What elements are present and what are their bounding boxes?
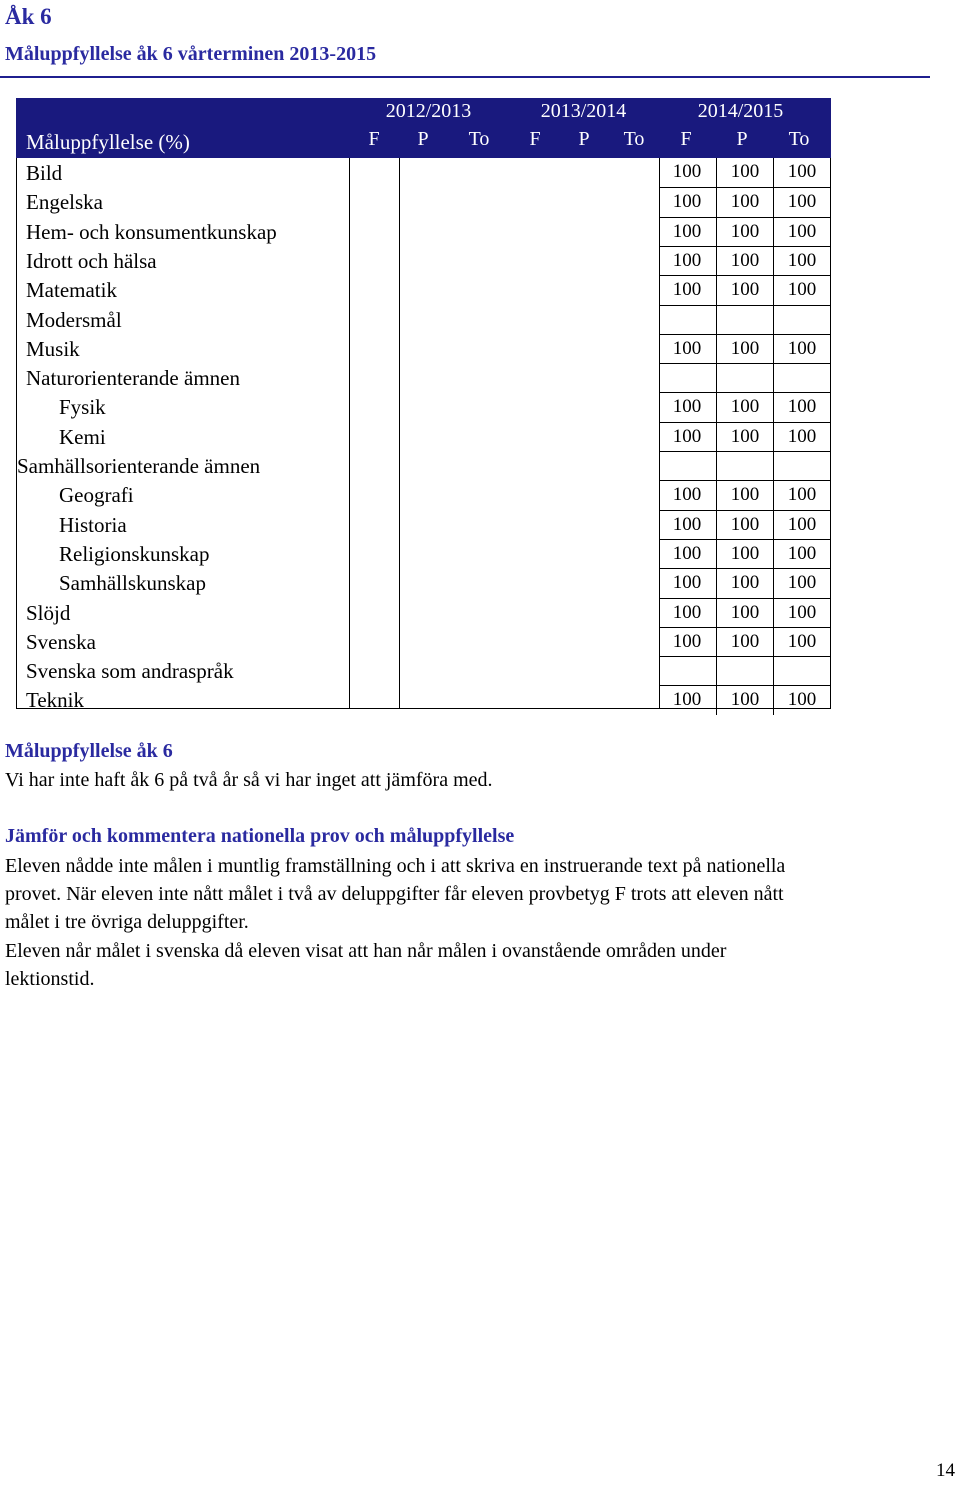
table-row (16, 158, 831, 187)
table-row (16, 217, 831, 246)
row-label: Slöjd (26, 600, 71, 625)
subcolumn-header: P (417, 128, 429, 150)
paragraph-line: lektionstid. (5, 968, 95, 990)
cell-divider (773, 452, 774, 481)
value-cell: 100 (730, 220, 760, 242)
paragraph-line: provet. När eleven inte nått målet i två av deluppgifter får eleven provbetyg F trots att eleven nått (5, 883, 784, 905)
value-cell: 100 (787, 572, 817, 594)
value-cell: 100 (730, 337, 760, 359)
cell-divider (773, 364, 774, 393)
value-cells (659, 305, 831, 334)
row-label: Naturorienterande ämnen (26, 366, 240, 391)
row-label: Svenska (26, 629, 96, 654)
page-title: Åk 6 (5, 4, 52, 29)
row-label: Historia (59, 512, 127, 537)
value-cell: 100 (730, 689, 760, 711)
value-cells (659, 334, 831, 363)
results-table (16, 98, 831, 713)
heading-rule (0, 76, 930, 78)
value-cell: 100 (787, 513, 817, 535)
table-row (16, 656, 831, 685)
row-label: Geografi (59, 483, 134, 508)
table-row (16, 480, 831, 509)
value-cell: 100 (672, 396, 702, 418)
value-cell: 100 (787, 689, 817, 711)
table-row (16, 422, 831, 451)
cell-divider (773, 306, 774, 335)
value-cell: 100 (672, 572, 702, 594)
value-cells (659, 363, 831, 392)
table-row (16, 539, 831, 568)
table-row (16, 334, 831, 363)
table-row (16, 510, 831, 539)
row-label: Modersmål (26, 307, 122, 332)
table-row (16, 363, 831, 392)
subcolumn-header: To (468, 128, 490, 150)
cell-divider (716, 306, 717, 335)
table-title: Måluppfyllelse (%) (26, 130, 190, 154)
row-label: Kemi (59, 424, 106, 449)
year-header: 2013/2014 (540, 100, 627, 122)
table-row (16, 685, 831, 714)
row-label: Matematik (26, 278, 117, 303)
value-cell: 100 (672, 279, 702, 301)
table-row (16, 598, 831, 627)
value-cell: 100 (730, 630, 760, 652)
table-row (16, 568, 831, 597)
value-cells (659, 510, 831, 539)
value-cell: 100 (787, 161, 817, 182)
value-cell: 100 (787, 484, 817, 506)
table-header (16, 98, 831, 158)
subcolumn-header: F (529, 128, 541, 150)
value-cells (659, 392, 831, 421)
value-cell: 100 (787, 220, 817, 242)
subcolumn-header: F (368, 128, 380, 150)
value-cell: 100 (672, 513, 702, 535)
value-cell: 100 (730, 513, 760, 535)
row-label: Religionskunskap (59, 541, 210, 566)
page-number: 14 (936, 1460, 955, 1481)
row-label: Fysik (59, 395, 106, 420)
value-cells (659, 217, 831, 246)
cell-divider (716, 364, 717, 393)
value-cell: 100 (787, 630, 817, 652)
value-cell: 100 (730, 191, 760, 213)
value-cells (659, 627, 831, 656)
year-header: 2012/2013 (385, 100, 472, 122)
value-cell: 100 (672, 689, 702, 711)
value-cell: 100 (672, 484, 702, 506)
table-row (16, 305, 831, 334)
row-label: Teknik (26, 688, 85, 713)
value-cell: 100 (730, 161, 760, 182)
subcolumn-header: F (680, 128, 692, 150)
page-subtitle: Måluppfyllelse åk 6 vårterminen 2013-2015 (5, 43, 377, 65)
row-label: Bild (26, 161, 63, 185)
section-text: Vi har inte haft åk 6 på två år så vi har inget att jämföra med. (5, 769, 493, 791)
value-cell: 100 (672, 630, 702, 652)
value-cells (659, 539, 831, 568)
paragraph-line: Eleven nådde inte målen i muntlig framställning och i att skriva en instruerande text på nationella (5, 855, 786, 877)
value-cells (659, 275, 831, 304)
row-label: Musik (26, 336, 80, 361)
value-cell: 100 (730, 542, 760, 564)
paragraph-line: målet i tre övriga deluppgifter. (5, 911, 249, 933)
table-row (16, 187, 831, 216)
value-cells (659, 158, 831, 187)
value-cells (659, 451, 831, 480)
subcolumn-header: P (578, 128, 590, 150)
value-cell: 100 (730, 425, 760, 447)
row-label: Samhällskunskap (59, 571, 206, 596)
value-cell: 100 (672, 601, 702, 623)
table-row (16, 627, 831, 656)
value-cell: 100 (787, 191, 817, 213)
cell-divider (773, 657, 774, 686)
value-cell: 100 (787, 249, 817, 271)
value-cell: 100 (730, 572, 760, 594)
subcolumn-header: To (788, 128, 810, 150)
value-cells (659, 685, 831, 714)
row-label: Samhällsorienterande ämnen (17, 454, 261, 478)
section-heading: Jämför och kommentera nationella prov och måluppfyllelse (5, 825, 515, 847)
value-cells (659, 422, 831, 451)
value-cells (659, 598, 831, 627)
value-cell: 100 (730, 396, 760, 418)
value-cell: 100 (787, 396, 817, 418)
cell-divider (716, 452, 717, 481)
value-cells (659, 568, 831, 597)
value-cell: 100 (672, 161, 702, 182)
value-cells (659, 656, 831, 685)
value-cells (659, 480, 831, 509)
value-cell: 100 (672, 249, 702, 271)
section-heading: Måluppfyllelse åk 6 (5, 740, 173, 762)
paragraph-line: Eleven når målet i svenska då eleven visat att han når målen i ovanstående områden under (5, 940, 727, 962)
row-label: Idrott och hälsa (26, 248, 157, 273)
value-cell: 100 (730, 249, 760, 271)
value-cell: 100 (672, 220, 702, 242)
value-cell: 100 (672, 542, 702, 564)
value-cell: 100 (787, 601, 817, 623)
table-row (16, 275, 831, 304)
value-cell: 100 (730, 484, 760, 506)
value-cell: 100 (672, 191, 702, 213)
value-cell: 100 (730, 279, 760, 301)
row-label: Engelska (26, 190, 103, 215)
subcolumn-header: To (623, 128, 645, 150)
value-cell: 100 (787, 542, 817, 564)
table-row (16, 451, 831, 480)
table-row (16, 392, 831, 421)
value-cells (659, 187, 831, 216)
cell-divider (716, 657, 717, 686)
subcolumn-header: P (736, 128, 748, 150)
value-cells (659, 246, 831, 275)
row-label: Hem- och konsumentkunskap (26, 219, 277, 244)
value-cell: 100 (730, 601, 760, 623)
value-cell: 100 (787, 279, 817, 301)
value-cell: 100 (672, 337, 702, 359)
value-cell: 100 (672, 425, 702, 447)
value-cell: 100 (787, 425, 817, 447)
year-header: 2014/2015 (697, 100, 784, 122)
value-cell: 100 (787, 337, 817, 359)
row-label: Svenska som andraspråk (26, 659, 234, 684)
table-row (16, 246, 831, 275)
